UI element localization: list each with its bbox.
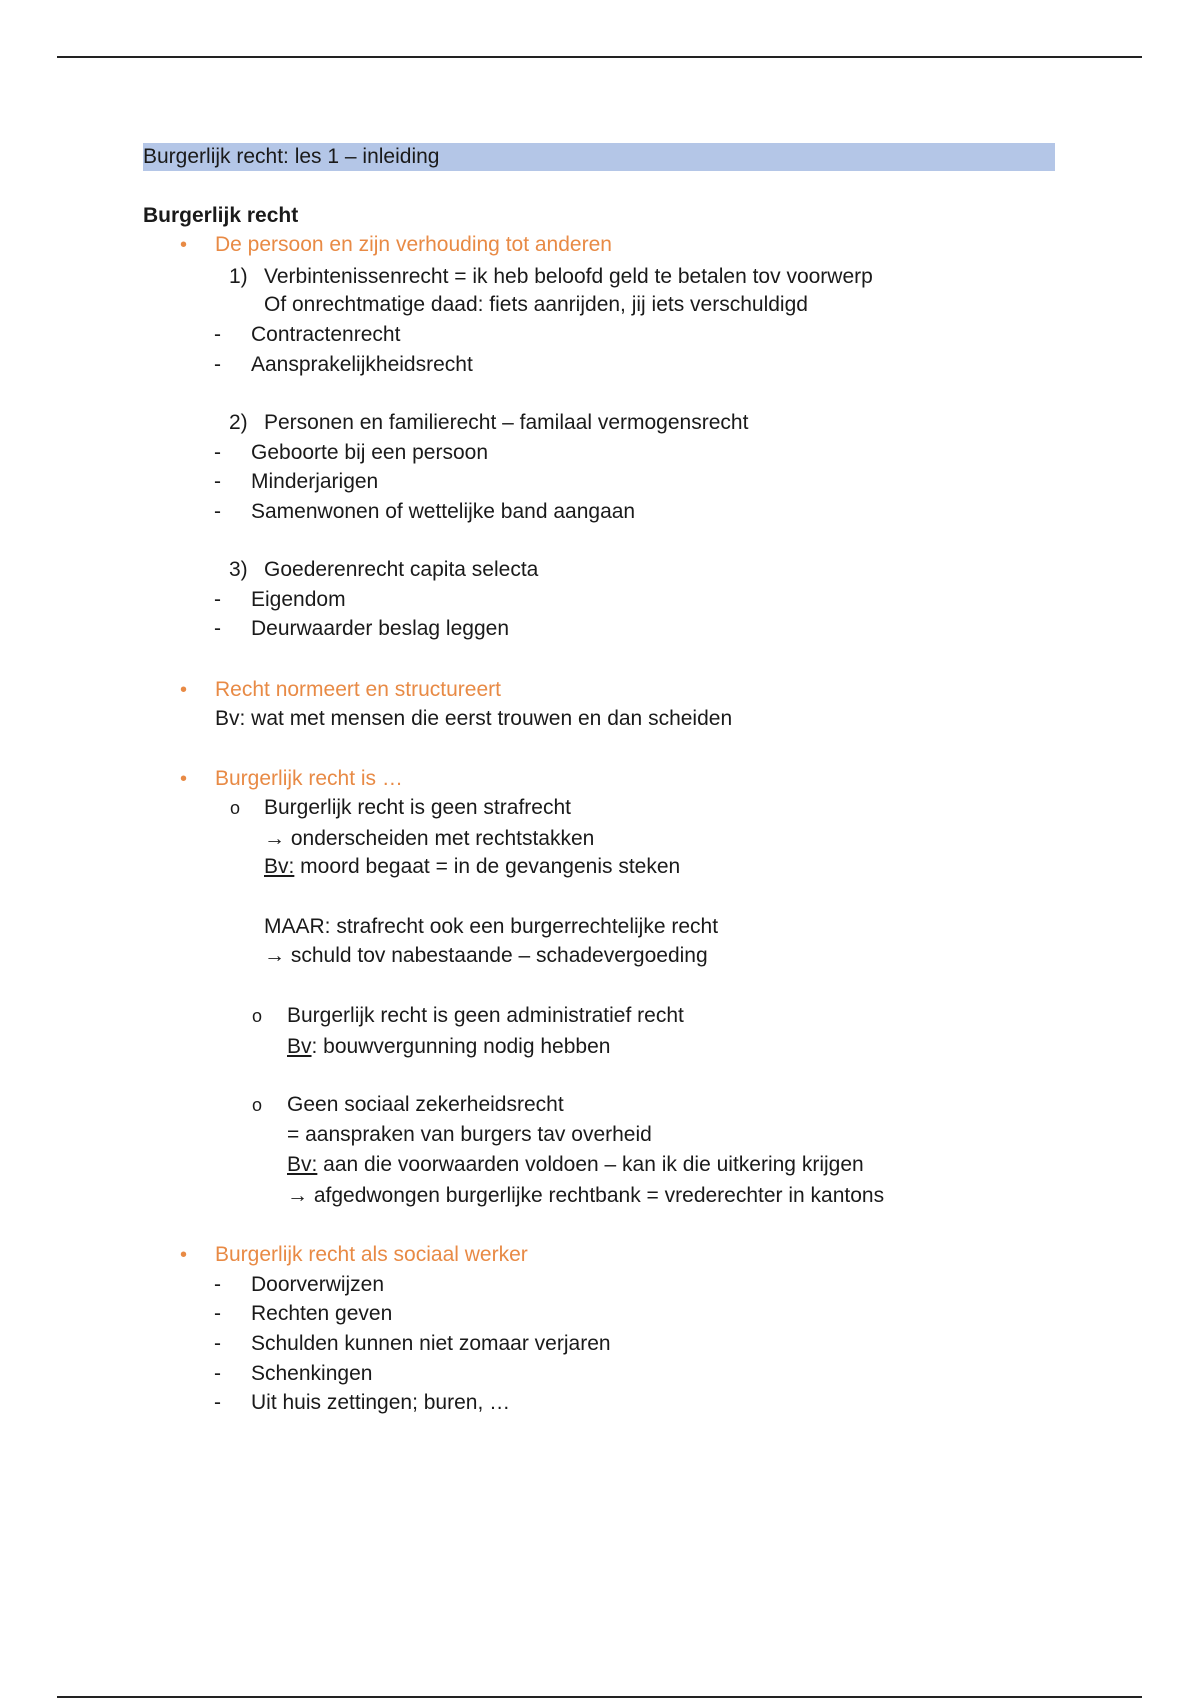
circle-marker: o bbox=[252, 1006, 263, 1026]
dash-item: Samenwonen of wettelijke band aangaan bbox=[251, 500, 636, 523]
list-number: 2) bbox=[229, 411, 248, 434]
example-label: Bv: bbox=[264, 855, 295, 878]
bullet-heading-persoon: De persoon en zijn verhouding tot anderen bbox=[215, 233, 612, 256]
dash-marker: - bbox=[214, 353, 221, 376]
sub-item-text: = aanspraken van burgers tav overheid bbox=[287, 1123, 652, 1146]
bullet-icon: • bbox=[180, 679, 188, 701]
footer-rule bbox=[57, 1696, 1142, 1698]
bullet-heading-sociaal-werker: Burgerlijk recht als sociaal werker bbox=[215, 1243, 528, 1266]
document-title: Burgerlijk recht: les 1 – inleiding bbox=[143, 145, 440, 168]
list-item-text: Verbintenissenrecht = ik heb beloofd geld te betalen tov voorwerp bbox=[264, 265, 873, 288]
section-heading: Burgerlijk recht bbox=[143, 204, 299, 227]
dash-marker: - bbox=[214, 1273, 221, 1296]
list-item-text: Personen en familierecht – familaal vermogensrecht bbox=[264, 411, 749, 434]
dash-item: Deurwaarder beslag leggen bbox=[251, 617, 509, 640]
list-item-text: Goederenrecht capita selecta bbox=[264, 558, 539, 581]
dash-item: Minderjarigen bbox=[251, 470, 379, 493]
dash-item: Eigendom bbox=[251, 588, 346, 611]
dash-item: Doorverwijzen bbox=[251, 1273, 385, 1296]
example-text: Bv: wat met mensen die eerst trouwen en dan scheiden bbox=[215, 707, 733, 730]
example-label: Bv: bbox=[287, 1153, 318, 1176]
bullet-heading-normeert: Recht normeert en structureert bbox=[215, 678, 501, 701]
example-text: aan die voorwaarden voldoen – kan ik die uitkering krijgen bbox=[317, 1153, 864, 1176]
dash-marker: - bbox=[214, 323, 221, 346]
dash-marker: - bbox=[214, 470, 221, 493]
bullet-heading-is: Burgerlijk recht is … bbox=[215, 767, 403, 790]
example-line bbox=[264, 854, 680, 880]
dash-item: Rechten geven bbox=[251, 1302, 393, 1325]
dash-marker: - bbox=[214, 1332, 221, 1355]
dash-item: Schenkingen bbox=[251, 1362, 373, 1385]
dash-marker: - bbox=[214, 588, 221, 611]
dash-marker: - bbox=[214, 441, 221, 464]
sub-item-text: Burgerlijk recht is geen strafrecht bbox=[264, 796, 571, 819]
dash-marker: - bbox=[214, 500, 221, 523]
sub-item-text: Burgerlijk recht is geen administratief recht bbox=[287, 1004, 684, 1027]
example-line bbox=[287, 1034, 610, 1060]
list-item-text: Of onrechtmatige daad: fiets aanrijden, jij iets verschuldigd bbox=[264, 293, 808, 316]
sub-item-text: → afgedwongen burgerlijke rechtbank = vrederechter in kantons bbox=[287, 1184, 885, 1207]
sub-item-text: → onderscheiden met rechtstakken bbox=[264, 827, 595, 850]
circle-marker: o bbox=[230, 798, 241, 818]
dash-item: Schulden kunnen niet zomaar verjaren bbox=[251, 1332, 611, 1355]
list-number: 1) bbox=[229, 265, 248, 288]
example-text: moord begaat = in de gevangenis steken bbox=[294, 855, 681, 878]
dash-marker: - bbox=[214, 1391, 221, 1414]
circle-marker: o bbox=[252, 1095, 263, 1115]
header-rule bbox=[57, 56, 1142, 58]
example-text: : bouwvergunning nodig hebben bbox=[311, 1035, 611, 1058]
bullet-icon: • bbox=[180, 1244, 188, 1266]
dash-item: Aansprakelijkheidsrecht bbox=[251, 353, 473, 376]
dash-item: Uit huis zettingen; buren, … bbox=[251, 1391, 511, 1414]
sub-item-text: MAAR: strafrecht ook een burgerrechtelijke recht bbox=[264, 915, 719, 938]
dash-item: Geboorte bij een persoon bbox=[251, 441, 488, 464]
example-label: Bv bbox=[287, 1035, 312, 1058]
dash-marker: - bbox=[214, 1362, 221, 1385]
dash-item: Contractenrecht bbox=[251, 323, 401, 346]
dash-marker: - bbox=[214, 617, 221, 640]
bullet-icon: • bbox=[180, 234, 188, 256]
list-number: 3) bbox=[229, 558, 248, 581]
sub-item-text: Geen sociaal zekerheidsrecht bbox=[287, 1093, 564, 1116]
example-line bbox=[287, 1152, 864, 1178]
dash-marker: - bbox=[214, 1302, 221, 1325]
bullet-icon: • bbox=[180, 768, 188, 790]
sub-item-text: → schuld tov nabestaande – schadevergoeding bbox=[264, 944, 708, 967]
